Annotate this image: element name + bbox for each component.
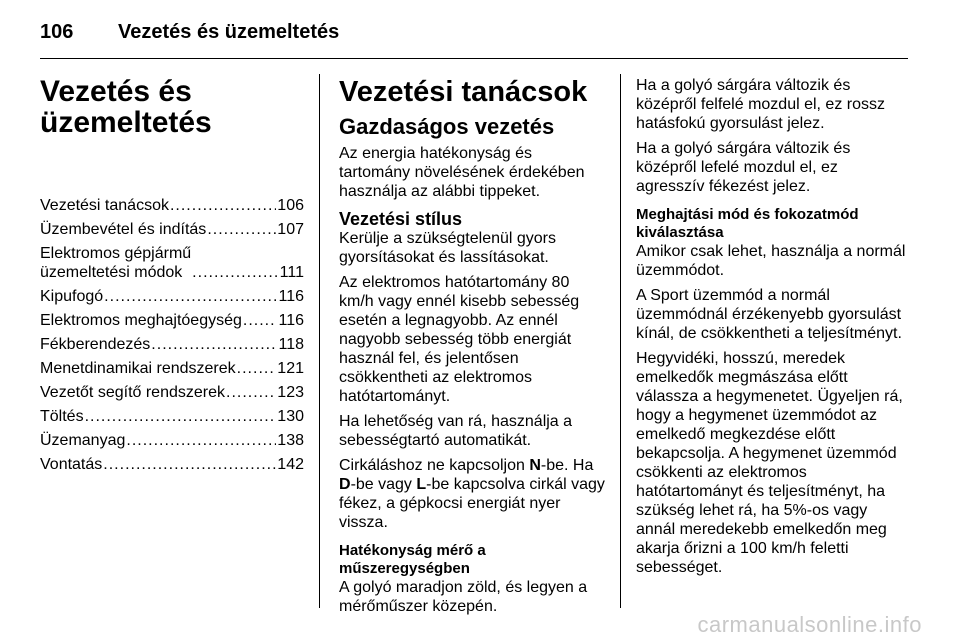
paragraph: Amikor csak lehet, használja a normál üzemmódot. <box>636 243 906 279</box>
page-header <box>40 12 904 52</box>
header-rule <box>40 58 908 59</box>
paragraph: Kerülje a szükségtelenül gyors gyorsításokat és lassításokat. <box>339 230 557 266</box>
toc-page-number: 107 <box>277 221 304 238</box>
section-title: Vezetés és üzemeltetés <box>118 20 340 43</box>
chapter-title-line: üzemeltetés <box>40 106 212 139</box>
toc-leader-dots <box>104 287 277 306</box>
toc-label: Elektromos meghajtóegység <box>40 312 242 329</box>
gear-letter-d: D <box>339 476 351 493</box>
toc-leader-dots <box>103 455 276 474</box>
text-run: -be vagy <box>350 476 417 493</box>
toc-page-number: 121 <box>277 360 304 377</box>
toc-label: Üzemanyag <box>40 432 126 449</box>
toc-leader-dots <box>243 311 278 330</box>
toc-page-number: 123 <box>277 384 304 401</box>
toc-page-number: 116 <box>278 312 304 329</box>
watermark: carmanualsonline.info <box>697 612 922 637</box>
section-heading: Vezetési tanácsok <box>339 76 588 108</box>
paragraph: Ha a golyó sárgára változik és középről felfelé mozdul el, ez rossz hatásfokú gyorsulást jelez. <box>636 77 885 132</box>
gear-letter-n: N <box>529 457 541 474</box>
toc-label: Elektromos gépjármű üzemeltetési módok <box>40 245 192 281</box>
toc-entry[interactable] <box>40 244 304 282</box>
text-column-2 <box>339 76 605 622</box>
toc-page-number: 130 <box>277 408 304 425</box>
toc-page-number: 142 <box>277 456 304 473</box>
toc-label: Üzembevétel és indítás <box>40 221 207 238</box>
toc-entry[interactable] <box>40 311 304 330</box>
toc-entry[interactable] <box>40 220 304 239</box>
paragraph: A golyó maradjon zöld, és legyen a mérőműszer közepén. <box>339 579 588 615</box>
toc-page-number: 106 <box>277 197 304 214</box>
subsection-heading: Gazdaságos vezetés <box>339 114 555 139</box>
toc-label: Kipufogó <box>40 288 104 305</box>
paragraph: Hegyvidéki, hosszú, meredek emelkedők megmászása előtt válassza a hegymenetet. Ügyeljen rá, hogy a hegymenet üzemmódot az emelkedő megkezdése előtt bekapcsolja. A hegymenet üzemmód csökkenti az elektromos hatótartományt és teljesítményt, ha szükség lehet rá, ha 5%-os vagy annál meredekebb emelkedőn meg akarja őrizni a 100 km/h feletti sebességet. <box>636 350 903 576</box>
toc-leader-dots <box>207 220 276 239</box>
toc-leader-dots <box>151 335 277 354</box>
toc-entry[interactable] <box>40 455 304 474</box>
chapter-title <box>40 76 304 138</box>
toc-label: Vezetési tanácsok <box>40 197 169 214</box>
intro-paragraph: Az energia hatékonyság és tartomány növelésének érdekében használja az alábbi tippeket. <box>339 145 585 200</box>
chapter-column <box>40 76 304 479</box>
table-of-contents <box>40 196 304 474</box>
column-divider-2 <box>620 74 621 608</box>
paragraph: Ha a golyó sárgára változik és középről lefelé mozdul el, ez agresszív fékezést jelez. <box>636 140 851 195</box>
gear-letter-l: L <box>416 476 427 493</box>
efficiency-gauge-heading: Hatékonyság mérő a műszeregységben <box>339 542 486 577</box>
toc-leader-dots <box>192 263 279 282</box>
toc-leader-dots <box>85 407 277 426</box>
paragraph: Ha lehetőség van rá, használja a sebességtartó automatikát. <box>339 413 573 449</box>
toc-page-number: 138 <box>277 432 304 449</box>
text-run: -be. Ha <box>540 457 594 474</box>
paragraph: A Sport üzemmód a normál üzemmódnál érzékenyebb gyorsulást kínál, de csökkentheti a teljesítményt. <box>636 287 902 342</box>
toc-leader-dots <box>170 196 276 215</box>
toc-entry[interactable] <box>40 383 304 402</box>
text-column-3 <box>636 76 906 583</box>
text-run: -be kapcsolva cirkál vagy fékez, a gépkocsi energiát nyer vissza. <box>339 476 605 531</box>
toc-label: Vontatás <box>40 456 103 473</box>
page-number: 106 <box>40 20 74 43</box>
driving-style-heading: Vezetési stílus <box>339 209 463 229</box>
toc-entry[interactable] <box>40 335 304 354</box>
toc-leader-dots <box>226 383 276 402</box>
toc-leader-dots <box>237 359 277 378</box>
toc-label: Töltés <box>40 408 84 425</box>
chapter-title-line: Vezetés és <box>40 75 192 108</box>
toc-label: Vezetőt segítő rendszerek <box>40 384 225 401</box>
toc-entry[interactable] <box>40 431 304 450</box>
paragraph <box>339 456 605 532</box>
text-run: Cirkáláshoz ne kapcsoljon <box>339 457 530 474</box>
toc-page-number: 111 <box>279 264 304 281</box>
toc-label: Menetdinamikai rendszerek <box>40 360 236 377</box>
toc-page-number: 116 <box>278 288 304 305</box>
column-divider-1 <box>319 74 320 608</box>
toc-entry[interactable] <box>40 359 304 378</box>
toc-label: Fékberendezés <box>40 336 151 353</box>
toc-entry[interactable] <box>40 287 304 306</box>
toc-leader-dots <box>126 431 276 450</box>
drive-mode-heading: Meghajtási mód és fokozatmód kiválasztása <box>636 206 859 241</box>
toc-page-number: 118 <box>278 336 304 353</box>
toc-entry[interactable] <box>40 407 304 426</box>
toc-entry[interactable] <box>40 196 304 215</box>
paragraph: Az elektromos hatótartomány 80 km/h vagy ennél kisebb sebesség esetén a legnagyobb. Az ennél nagyobb sebesség több energiát használ fel, és jelentősen csökkentheti az elektromos hatótartományt. <box>339 274 580 405</box>
